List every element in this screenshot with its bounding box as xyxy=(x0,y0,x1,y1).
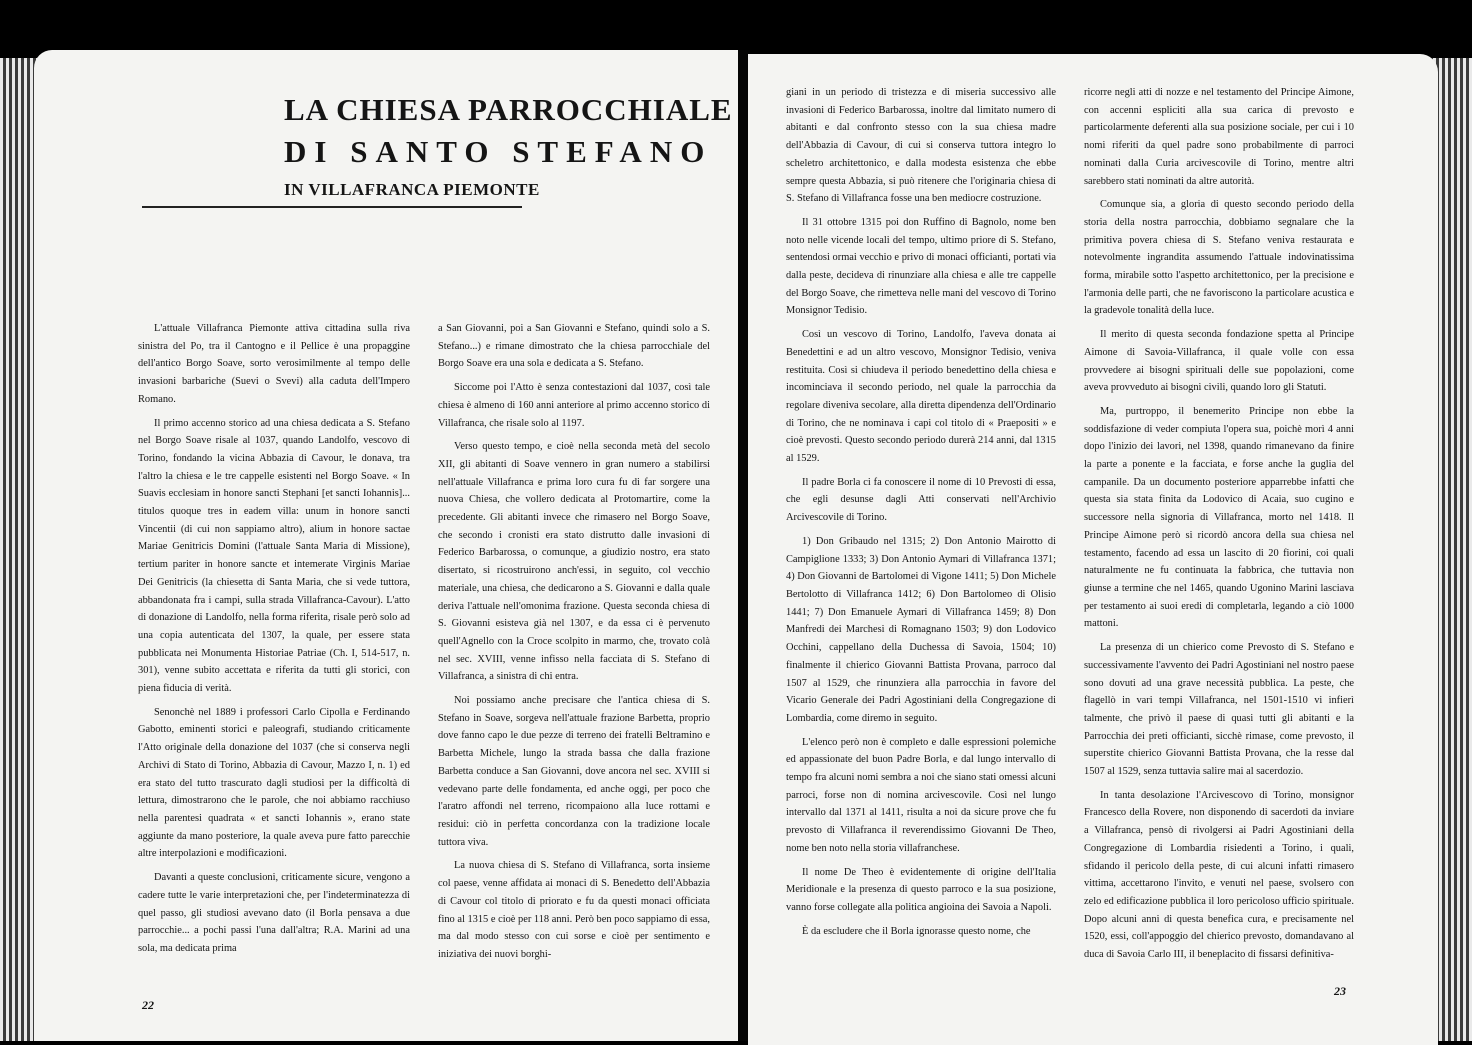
left-page xyxy=(34,50,740,1041)
right-page xyxy=(748,54,1438,1045)
paragraph: Senonchè nel 1889 i professori Carlo Cipolla e Ferdinando Gabotto, eminenti storici e paleografi, studiando criticamente l'Atto originale della donazione del 1037 (che si conserva negli Archivi di Stato di Torino, Abbazia di Cavour, Mazzo I, n. 1) ed era stato del tutto trascurato dagli studiosi per la difficoltà di lettura, dimostrarono che le parole, che noi abbiamo racchiuso nella parentesi quadrata « et sancti Iohannis », erano state aggiunte da mano posteriore, la quale aveva pure fatto parecchie altre interpolazioni e modificazioni. xyxy=(138,706,410,860)
paragraph: Il merito di questa seconda fondazione spetta al Principe Aimone di Savoia-Villafranca, il quale volle con essa provvedere ai bisogni spirituali delle sue popolazioni, come aveva provveduto ai bisogni civili, quando loro gli Statuti. xyxy=(1084,329,1354,394)
paragraph: Comunque sia, a gloria di questo secondo periodo della storia della nostra parrocchia, dobbiamo segnalare che la primitiva povera chiesa di S. Stefano veniva restaurata e notevolmente ingrandita assumendo l'attuale indovinatissima forma, mirabile sotto l'aspetto architettonico, per la precisione e l'armonia delle parti, che ne favoriscono la particolare acustica e la gradevole tonalità della luce. xyxy=(1084,199,1354,317)
paragraph: Davanti a queste conclusioni, criticamente sicure, vengono a cadere tutte le varie interpretazioni che, per l'indeterminatezza di quel passo, gli studiosi avevano dato (il Borla pensava a due parrocchie... a pochi passi l'una dall'altra; R.A. Marini ad una sola, ma dedicata prima xyxy=(138,872,410,954)
title-divider xyxy=(142,206,522,208)
paragraph: Così un vescovo di Torino, Landolfo, l'aveva donata ai Benedettini e ad un altro vescovo, Monsignor Tedisio, veniva restituita. Così si chiudeva il periodo benedettino della chiesa e incominciava il secondo periodo, nel quale la parrocchia da regolare diveniva secolare, alla diretta dipendenza dell'Ordinario di Torino, che ne nominava i capi col titolo di « Praepositi » e cioè prevosti. Questo secondo periodo durerà 214 anni, dal 1315 al 1529. xyxy=(786,329,1056,465)
article-title-line1: LA CHIESA PARROCCHIALE xyxy=(284,92,733,127)
paragraph: La presenza di un chierico come Prevosto di S. Stefano e successivamente l'avvento dei Padri Agostiniani nel nostro paese sono dovuti ad una grave necessità pubblica. La peste, che flagellò in vari tempi Villafranca, nel 1501-1510 vi infierì talmente, che privò il paese di quasi tutti gli abitanti e la Parrocchia dei preti officianti, sicchè rimase, come prevosto, il superstite chierico Giovanni Battista Provana, che la resse dal 1507 al 1529, senza tuttavia salire mai al sacerdozio. xyxy=(1084,642,1354,778)
paragraph: Ma, purtroppo, il benemerito Principe non ebbe la soddisfazione di veder compiuta l'opera sua, poichè morì 4 anni dopo l'inizio dei lavori, nel 1398, quando rimanevano da finire la parte a ponente e la facciata, e forse anche la guglia del campanile. Da un documento posteriore apparrebbe infatti che questa sia stata finita da Lodovico di Acaia, suo cugino e successore nella signoria di Villafranca, morto nel 1418. Il Principe Aimone però si ricordò ancora della sua chiesa nel testamento, facendo ad essa un lascito di 20 fiorini, coi quali naturalmente ne fu continuata la fabbrica, che tuttavia non giunse a termine che nel 1465, quando Ugonino Marini lasciava per testamento ai suoi eredi di completarla, legando a ciò 1000 mattoni. xyxy=(1084,405,1354,630)
paragraph: L'attuale Villafranca Piemonte attiva cittadina sulla riva sinistra del Po, tra il Cantogno e il Pellice è una propaggine dell'antico Borgo Soave, sorto verosimilmente al tempo delle invasioni barbariche (Suevi o Svevi) alla caduta dell'Impero Romano. xyxy=(138,323,410,405)
paragraph: Il padre Borla ci fa conoscere il nome di 10 Prevosti di essa, che egli desunse dagli Atti conservati nell'Archivio Arcivescovile di Torino. xyxy=(786,476,1056,524)
paragraph: Il nome De Theo è evidentemente di origine dell'Italia Meridionale e la presenza di questo parroco e la sua posizione, vanno forse collegate alla politica angioina dei Savoia a Napoli. xyxy=(786,866,1056,913)
paragraph: Verso questo tempo, e cioè nella seconda metà del secolo XII, gli abitanti di Soave vennero in gran numero a stabilirsi nell'attuale Villafranca e prima loro cura fu di far sorgere una nuova Chiesa, che vollero dedicata al Protomartire, come la precedente. Gli abitanti invece che rimasero nel Borgo Soave, che secondo i cronisti era stato distrutto dalle invasioni di Federico Barbarossa, o comunque, a giudizio nostro, era stato disertato, si ricostruirono anch'essi, in seguito, col vecchio materiale, una chiesa, che dedicarono a S. Giovanni e dalla quale deriva l'attuale nell'omonima frazione. Questa seconda chiesa di S. Giovanni esisteva già nel 1307, e da essa ci è pervenuto quell'Agnello con la Croce scolpito in marmo, che, trovato colà nel sec. XVIII, venne infisso nella facciata di S. Stefano di Villafranca, a sinistra di chi entra. xyxy=(438,441,710,683)
paragraph: La nuova chiesa di S. Stefano di Villafranca, sorta insieme col paese, venne affidata ai monaci di S. Benedetto dell'Abbazia di Cavour col titolo di priorato e fu da questi monaci officiata fino al 1315 e cioè per 118 anni. Però ben poco sappiamo di essa, ma dal modo stesso con cui sorse e cioè per sentimento e iniziativa dei nuovi borghi- xyxy=(438,860,710,960)
paragraph: Il primo accenno storico ad una chiesa dedicata a S. Stefano nel Borgo Soave risale al 1037, quando Landolfo, vescovo di Torino, fondando la vicina Abbazia di Cavour, le donava, tra l'altro la chiesa e le tre cappelle esistenti nel Borgo Soave. « In Suavis ecclesiam in honore sancti Stephani [et sancti Iohannis]... titulos quoque tres in eadem villa: unum in honore sancti Vincentii (di cui non sappiamo altro), alium in honore sactae Mariae Genitricis Domini (l'attuale Santa Maria di Missione), tertium pariter in honore sancte et intemerate Virginis Mariae Dei Genitricis (la chiesetta di Santa Maria, che si vede tuttora, abbandonata fra i campi, sulla strada Villafranca-Cavour). L'atto di donazione di Landolfo, nella forma riferita, risale però solo ad una copia autenticata del 1307, la quale, per essere stata pubblicata nei Monumenta Historiae Patriae (Ch. I, 514-517, n. 301), venne subito accettata e riferita da tutti gli storici, con piena fiducia di verità. xyxy=(138,417,410,695)
paragraph: Il 31 ottobre 1315 poi don Ruffino di Bagnolo, nome ben noto nelle vicende locali del tempo, ultimo priore di S. Stefano, sentendosi ormai vecchio e privo di monaci officianti, portati via dalla peste, decideva di rinunziare alla chiesa e alle tre cappelle del Borgo Soave, che rimetteva nelle mani del vescovo di Torino Monsignor Tedisio. xyxy=(786,216,1056,317)
paragraph: a San Giovanni, poi a San Giovanni e Stefano, quindi solo a S. Stefano...) e rimane dimostrato che la chiesa parrocchiale del Borgo Soave era una sola e dedicata a S. Stefano. xyxy=(438,323,710,370)
page-number-left: 22 xyxy=(142,998,154,1012)
paragraph: L'elenco però non è completo e dalle espressioni polemiche ed appassionate del buon Padre Borla, e dal lungo intervallo di tempo fra alcuni nomi sembra a noi che siano stati omessi alcuni parroci, forse non di nomina arcivescovile. Così nel lungo intervallo dal 1371 al 1411, risulta a noi da sicure prove che fu prevosto di Villafranca il reverendissimo Giovanni De Theo, nome ben noto nella storia villafranchese. xyxy=(786,736,1056,854)
paragraph: giani in un periodo di tristezza e di miseria successivo alle invasioni di Federico Barbarossa, inoltre dal limitato numero di abitanti e dal confronto stesso con la sua chiesa madre dell'Abbazia di Cavour, di cui si conserva tuttora integro lo scheletro architettonico, e dalla modesta esistenza che ebbe sempre questa Abbazia, si può ritenere che l'originaria chiesa di S. Stefano di Villafranca fosse una ben mediocre costruzione. xyxy=(786,87,1056,205)
paragraph: Siccome poi l'Atto è senza contestazioni dal 1037, così tale chiesa è almeno di 160 anni anteriore al primo accenno storico di Villafranca, che risale solo al 1197. xyxy=(438,382,710,429)
paragraph: ricorre negli atti di nozze e nel testamento del Principe Aimone, con accenni espliciti alla sua carica di prevosto e particolarmente deferenti alla sua posizione sociale, per cui i 10 nomi riferiti da quel padre sono probabilmente di parroci nominati dalla Curia arcivescovile di Torino, mentre altri sarebbero stati nominati da altre autorità. xyxy=(1084,87,1354,187)
paragraph: In tanta desolazione l'Arcivescovo di Torino, monsignor Francesco della Rovere, non disponendo di sacerdoti da inviare a Villafranca, pensò di rivolgersi ai Padri Agostiniani della Congregazione di Lombardia risiedenti a Torino, i quali, sfidando il pericolo della peste, di cui alcuni infatti rimasero vittima, accettarono l'invito, e venuti nel paese, svolsero con zelo ed edificazione pubblica il loro pericoloso ufficio spirituale. Dopo alcuni anni di questa benefica cura, e precisamente nel 1520, essi, coll'appoggio del chierico prevosto, domandavano al duca di Savoia Carlo III, il beneplacito di fissarsi definitiva- xyxy=(1084,789,1354,961)
column-1 xyxy=(138,320,410,964)
paragraph: 1) Don Gribaudo nel 1315; 2) Don Antonio Mairotto di Campiglione 1333; 3) Don Antonio Aymari di Villafranca 1371; 4) Don Giovanni de Bartolomei di Vigone 1411; 5) Don Michele Bertolotto di Villafranca 1412; 6) Don Bartolomeo di Olisio 1441; 7) Don Emanuele Aymari di Villafranca 1459; 8) Don Manfredi dei Marchesi di Romagnano 1503; 9) don Lodovico Occhini, cappellano della Duchessa di Savoia, 1504; 10) finalmente il chierico Giovanni Battista Provana, parroco dal 1507 al 1529, che rinunziera alla parrocchia in favore del Vicario Generale dei Padri Agostiniani della Congregazione di Lombardia, come diremo in seguito. xyxy=(786,535,1056,724)
article-title-line2: DI SANTO STEFANO xyxy=(284,134,713,169)
article-title-block xyxy=(284,92,733,200)
article-subtitle: IN VILLAFRANCA PIEMONTE xyxy=(284,180,540,199)
paragraph: Noi possiamo anche precisare che l'antica chiesa di S. Stefano in Soave, sorgeva nell'attuale frazione Barbetta, proprio dove fanno capo le due pezze di terreno dei fratelli Beltramino e Barbetta Michele, lungo la strada bassa che dalla frazione Barbetta conduce a San Giovanni, dove ancora nel sec. XVIII si vedevano parte delle fondamenta, ed anche oggi, per poco che l'aratro affondi nel terreno, ricompaiono alla luce rottami e residui: ciò in perfetta concordanza con la tradizione locale tuttora viva. xyxy=(438,695,710,848)
paragraph: È da escludere che il Borla ignorasse questo nome, che xyxy=(802,925,1031,937)
page-number-right: 23 xyxy=(1334,984,1346,998)
column-4 xyxy=(1084,84,1354,970)
column-2 xyxy=(438,320,710,970)
column-3 xyxy=(786,84,1056,946)
